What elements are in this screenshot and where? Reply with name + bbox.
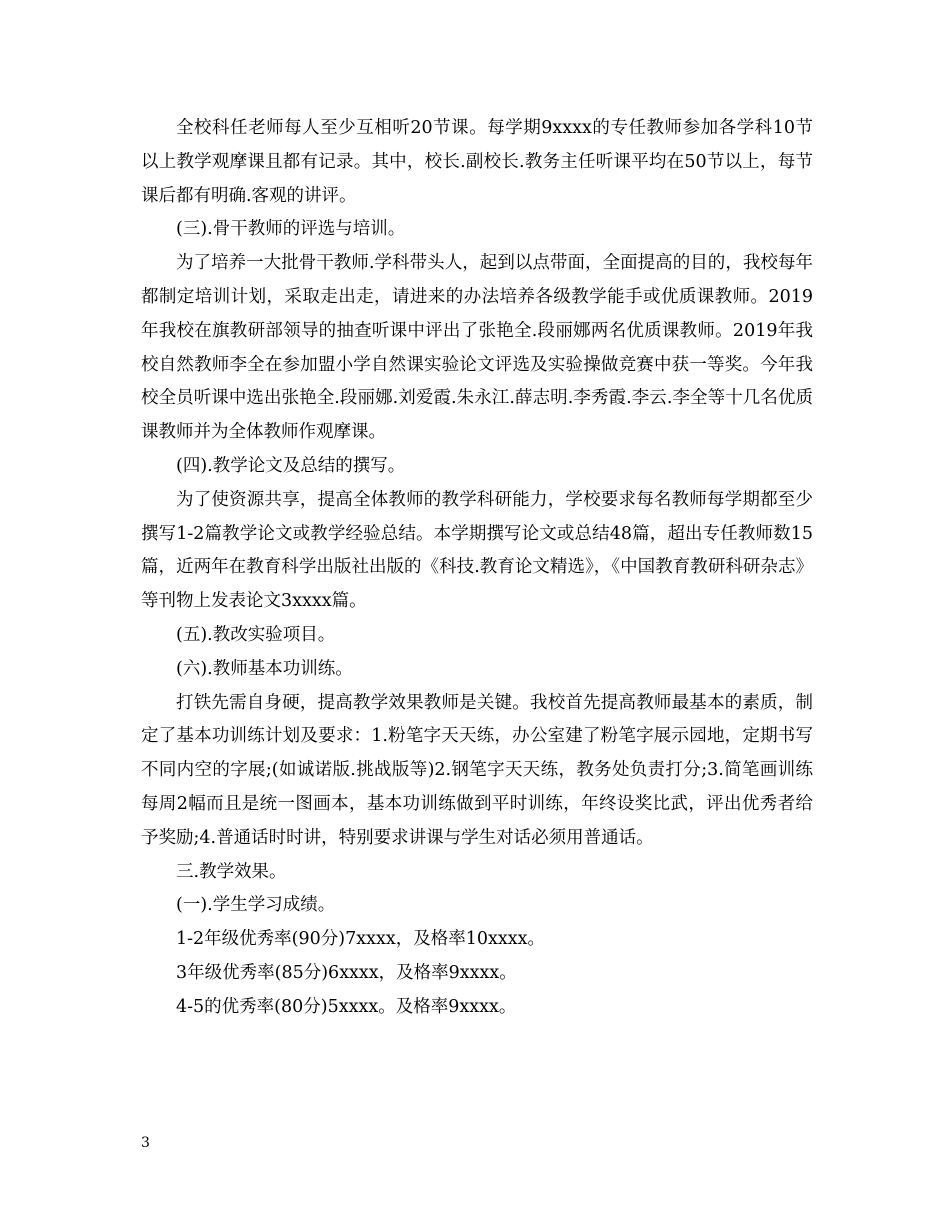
heading-teaching-papers: (四).教学论文及总结的撰写。 (176, 455, 406, 476)
paragraph-basic-skills: 打铁先需自身硬，提高教学效果教师是关键。我校首先提高教师最基本的素质，制定了基本功训练计划及要求：1.粉笔字天天练，办公室建了粉笔字展示园地，定期书写不同内空的字展;(如诚诺版.挑战版等)2.钢笔字天天练，教务处负责打分;3.简笔画训练每周2幅而且是统一图画本，基本功训练做到平时训练，年终设奖比武，评出优秀者给予奖励;4.普通话时时讲，特别要求讲课与学生对话必须用普通话。 (141, 692, 813, 848)
score-line-grade-4-5: 4-5的优秀率(80分)5xxxx。及格率9xxxx。 (176, 996, 517, 1017)
heading-reform-projects: (五).教改实验项目。 (176, 624, 336, 645)
heading-backbone-teachers: (三).骨干教师的评选与培训。 (176, 219, 406, 240)
page-number: 3 (141, 1135, 150, 1151)
score-line-grade-1-2: 1-2年级优秀率(90分)7xxxx，及格率10xxxx。 (176, 929, 545, 950)
document-body (141, 112, 813, 1025)
heading-basic-skills: (六).教师基本功训练。 (176, 658, 353, 679)
score-line-grade-3: 3年级优秀率(85分)6xxxx，及格率9xxxx。 (176, 962, 517, 983)
heading-teaching-results: 三.教学效果。 (176, 861, 287, 882)
heading-student-scores: (一).学生学习成绩。 (176, 895, 336, 916)
paragraph-backbone-teachers: 为了培养一大批骨干教师.学科带头人，起到以点带面，全面提高的目的，我校每年都制定培训计划，采取走出走，请进来的办法培养各级教学能手或优质课教师。2019年我校在旗教研部领导的抽查听课中评出了张艳全.段丽娜两名优质课教师。2019年我校自然教师李全在参加盟小学自然课实验论文评选及实验操做竞赛中获一等奖。今年我校全员听课中选出张艳全.段丽娜.刘爱霞.朱永江.薛志明.李秀霞.李云.李全等十几名优质课教师并为全体教师作观摩课。 (141, 253, 813, 443)
paragraph-teaching-papers: 为了使资源共享，提高全体教师的教学科研能力，学校要求每名教师每学期都至少撰写1-2篇教学论文或教学经验总结。本学期撰写论文或总结48篇，超出专任教师数15篇，近两年在教育科学出版社出版的《科技.教育论文精选》，《中国教育教研科研杂志》等刊物上发表论文3xxxx篇。 (141, 489, 813, 612)
paragraph-lesson-observation: 全校科任老师每人至少互相听20节课。每学期9xxxx的专任教师参加各学科10节以上教学观摩课且都有记录。其中，校长.副校长.教务主任听课平均在50节以上，每节课后都有明确.客观的讲评。 (141, 118, 813, 206)
